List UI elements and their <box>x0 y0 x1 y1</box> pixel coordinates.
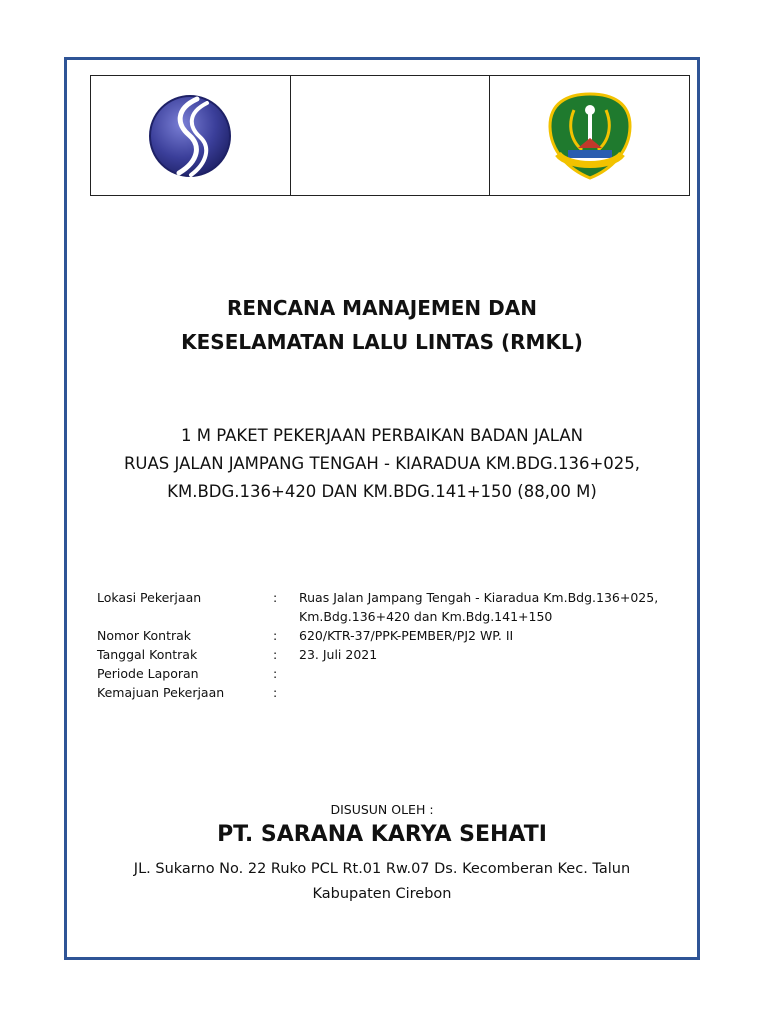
company-name: PT. SARANA KARYA SEHATI <box>217 822 547 847</box>
subtitle-line-1: 1 M PAKET PEKERJAAN PERBAIKAN BADAN JALAN <box>181 426 583 445</box>
info-row-location <box>97 588 669 626</box>
prepared-by-label: DISUSUN OLEH : <box>330 802 434 817</box>
info-row-contract-number <box>97 626 669 645</box>
info-colon: : <box>273 666 278 681</box>
info-colon: : <box>273 685 278 700</box>
info-value <box>299 588 669 626</box>
info-value: 620/KTR-37/PPK-PEMBER/PJ2 WP. II <box>299 628 514 643</box>
info-label: Nomor Kontrak <box>97 628 192 643</box>
document-title <box>64 291 700 359</box>
address-line-2: Kabupaten Cirebon <box>312 886 452 902</box>
info-value: 23. Juli 2021 <box>299 647 378 662</box>
logo-header-table <box>90 75 690 196</box>
info-row-report-period <box>97 664 669 683</box>
info-label: Lokasi Pekerjaan <box>97 590 202 605</box>
address-line-1: JL. Sukarno No. 22 Ruko PCL Rt.01 Rw.07 Ds. Kecomberan Kec. Talun <box>133 861 631 877</box>
title-line-2: KESELAMATAN LALU LINTAS (RMKL) <box>181 330 583 354</box>
subtitle-line-3: KM.BDG.136+420 DAN KM.BDG.141+150 (88,00 M) <box>167 482 597 501</box>
title-line-1: RENCANA MANAJEMEN DAN <box>227 296 537 320</box>
info-value-line-1: Ruas Jalan Jampang Tengah - Kiaradua Km.Bdg.136+025, <box>299 590 659 605</box>
west-java-emblem-icon <box>544 90 636 182</box>
info-colon: : <box>273 628 278 643</box>
info-colon: : <box>273 647 278 662</box>
info-value <box>299 683 669 702</box>
company-address <box>64 857 700 907</box>
logo-cell-middle <box>290 76 490 195</box>
subtitle-line-2: RUAS JALAN JAMPANG TENGAH - KIARADUA KM.BDG.136+025, <box>123 454 641 473</box>
info-label: Periode Laporan <box>97 666 199 681</box>
info-value <box>299 664 669 683</box>
project-info-table <box>97 588 669 702</box>
project-subtitle <box>64 422 700 506</box>
logo-cell-right <box>489 76 689 195</box>
info-value-line-2: Km.Bdg.136+420 dan Km.Bdg.141+150 <box>299 609 553 624</box>
info-colon: : <box>273 590 278 605</box>
info-label: Kemajuan Pekerjaan <box>97 685 225 700</box>
info-label: Tanggal Kontrak <box>97 647 198 662</box>
info-row-contract-date <box>97 645 669 664</box>
logo-cell-left <box>91 76 290 195</box>
info-row-work-progress <box>97 683 669 702</box>
river-logo-icon <box>145 91 235 181</box>
